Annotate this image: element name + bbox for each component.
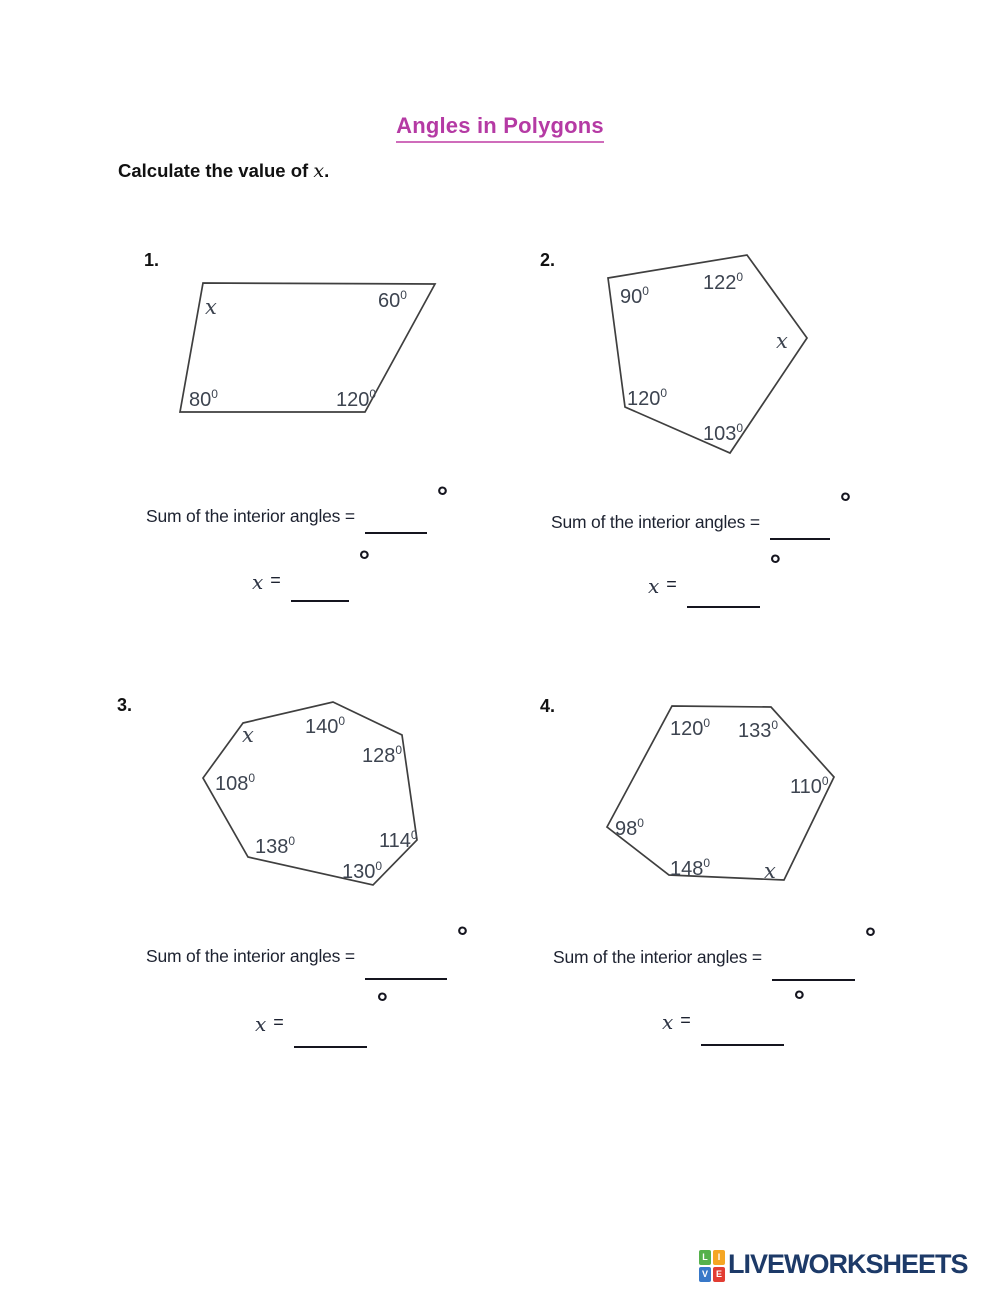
degree-symbol: ° [456, 921, 469, 952]
x-answer-blank[interactable] [294, 1026, 367, 1048]
sum-answer-blank[interactable] [772, 959, 855, 981]
x-variable: x [662, 1010, 674, 1034]
sum-row [146, 481, 449, 528]
angle-label: $98^0$ [615, 816, 644, 840]
page-title: Angles in Polygons [396, 113, 604, 143]
angle-label: x [776, 329, 788, 353]
sum-label: Sum of the interior angles = [146, 946, 355, 966]
degree-symbol: ° [793, 985, 805, 1016]
sum-answer-blank[interactable] [365, 958, 447, 980]
instruction-post: . [324, 160, 330, 181]
angle-label: x [764, 859, 776, 883]
sum-label: Sum of the interior angles = [146, 506, 355, 526]
equals-sign: = [680, 1010, 691, 1030]
x-variable: x [648, 574, 660, 598]
angle-label: $120^0$ [336, 387, 377, 411]
sum-label: Sum of the interior angles = [553, 947, 762, 967]
sum-answer-blank[interactable] [770, 518, 830, 540]
x-answer-blank[interactable] [291, 580, 349, 602]
equals-sign: = [666, 574, 677, 594]
polygon-figure-heptagon [190, 690, 430, 900]
polygon-figure-pentagon [590, 245, 830, 465]
x-row [662, 985, 805, 1034]
angle-label: $138^0$ [255, 834, 296, 858]
liveworksheets-logo [699, 1248, 968, 1280]
angle-label: $60^0$ [378, 288, 407, 312]
degree-symbol: ° [376, 987, 388, 1018]
logo-icon [699, 1250, 725, 1282]
degree-symbol: ° [358, 545, 370, 576]
logo-tile-e: E [713, 1267, 725, 1282]
x-answer-blank[interactable] [687, 586, 760, 608]
sum-row [551, 487, 852, 534]
sum-row [146, 921, 469, 968]
x-variable: x [252, 570, 264, 594]
instruction [118, 160, 329, 182]
x-variable: x [255, 1012, 267, 1036]
equals-sign: = [273, 1012, 284, 1032]
problem-number: 2. [540, 250, 556, 270]
logo-tile-v: V [699, 1267, 711, 1282]
angle-label: $80^0$ [189, 387, 218, 411]
angle-label: x [242, 723, 254, 747]
degree-symbol: ° [769, 549, 781, 580]
angle-label: $148^0$ [670, 856, 711, 880]
angle-label: $128^0$ [362, 743, 403, 767]
angle-label: $114^0$ [379, 828, 418, 852]
problem-number: 4. [540, 696, 556, 716]
instruction-variable: x [313, 160, 325, 182]
sum-row [553, 922, 877, 969]
sum-label: Sum of the interior angles = [551, 512, 760, 532]
polygon-figure-hexagon [595, 690, 845, 900]
problem-number: 1. [144, 250, 160, 270]
angle-label: $103^0$ [703, 421, 744, 445]
x-row [648, 549, 781, 598]
polygon-figure-quadrilateral [160, 268, 460, 428]
degree-symbol: ° [436, 481, 449, 512]
angle-label: $110^0$ [790, 774, 829, 798]
logo-tile-l: L [699, 1250, 711, 1265]
equals-sign: = [270, 570, 281, 590]
degree-symbol: ° [839, 487, 852, 518]
x-row [252, 545, 370, 594]
angle-label: $120^0$ [627, 386, 668, 410]
degree-symbol: ° [864, 922, 877, 953]
logo-tile-i: I [713, 1250, 725, 1265]
angle-label: $120^0$ [670, 716, 711, 740]
angle-label: $122^0$ [703, 270, 744, 294]
x-row [255, 987, 388, 1036]
brand-name: LIVEWORKSHEETS [728, 1248, 968, 1279]
angle-label: $130^0$ [342, 859, 383, 883]
x-answer-blank[interactable] [701, 1024, 784, 1046]
angle-label: $133^0$ [738, 718, 779, 742]
instruction-pre: Calculate the value of [118, 160, 314, 181]
angle-label: $140^0$ [305, 714, 346, 738]
angle-label: $90^0$ [620, 284, 649, 308]
angle-label: x [205, 295, 217, 319]
angle-label: $108^0$ [215, 771, 256, 795]
sum-answer-blank[interactable] [365, 512, 427, 534]
problem-number: 3. [117, 695, 133, 715]
title-wrap [0, 113, 1000, 143]
